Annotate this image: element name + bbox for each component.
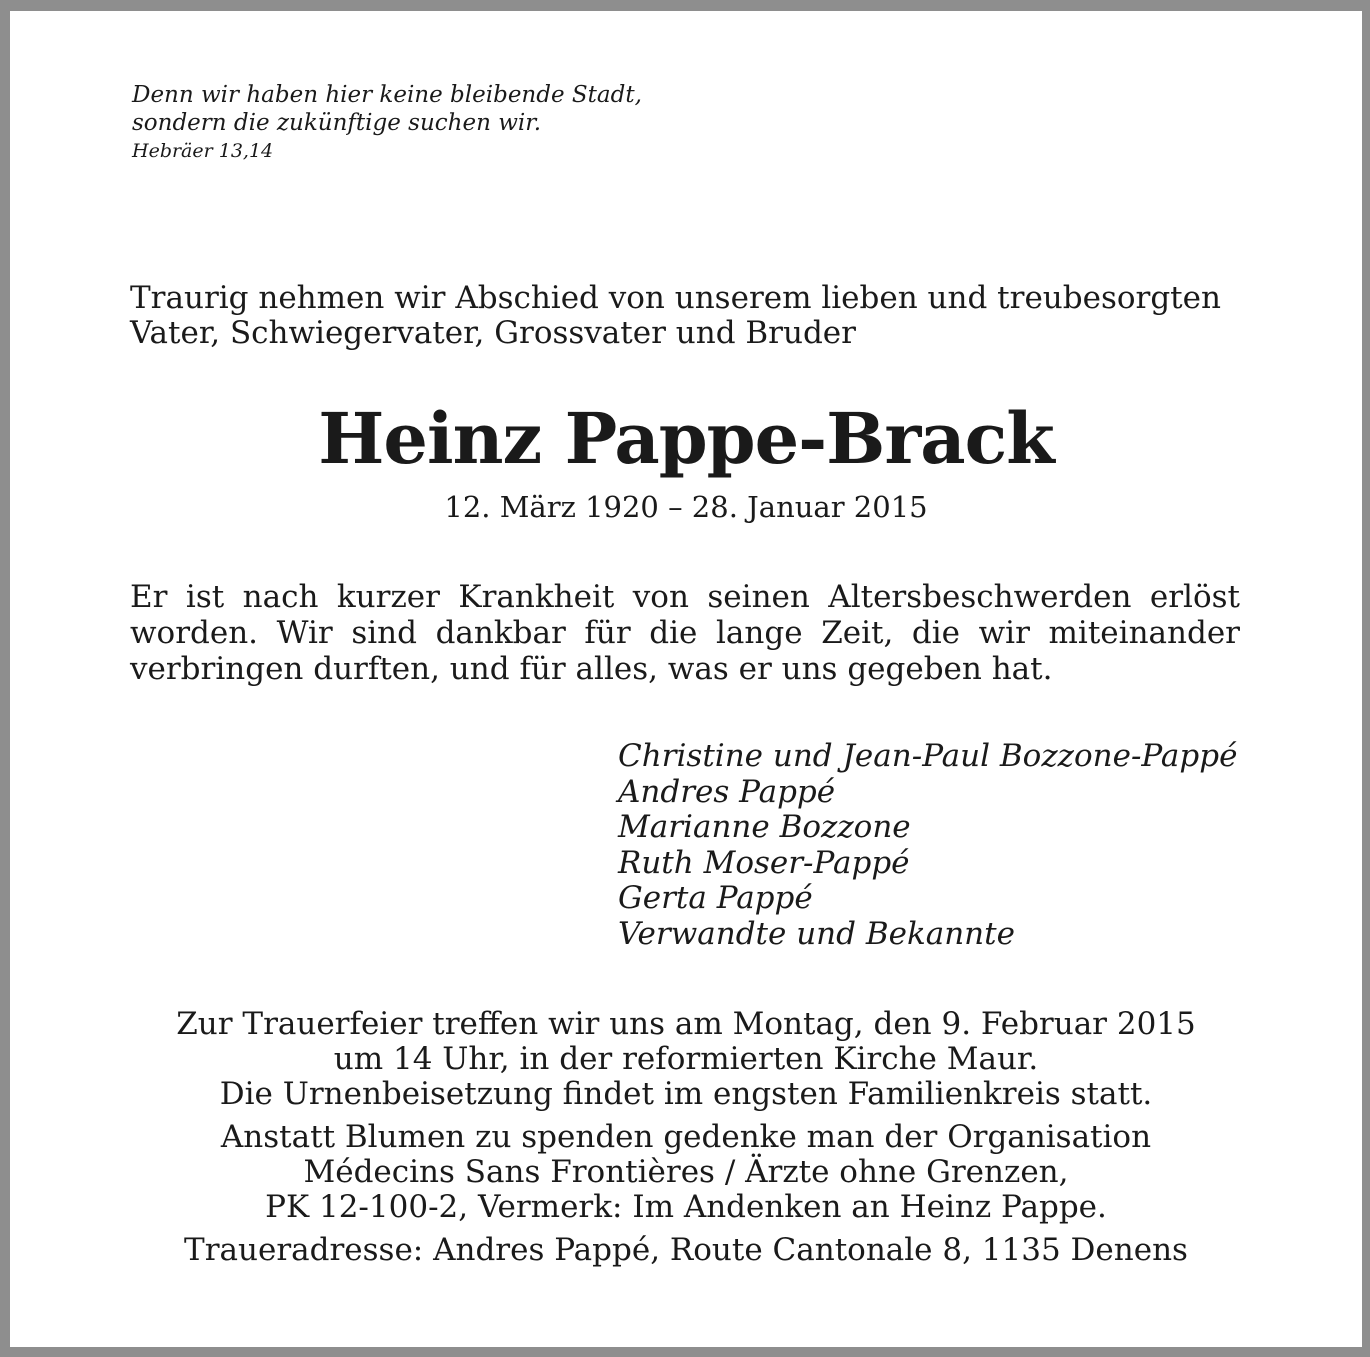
message-paragraph: Er ist nach kurzer Krankheit von seinen Altersbeschwerden erlöst worden. Wir sind dankbar für die lange Zeit, die wir miteinander verbringen durften, und für alles, was er uns gegeben hat. (130, 579, 1240, 687)
mourner: Marianne Bozzone (618, 809, 911, 845)
bible-quote (132, 81, 642, 165)
mourner: Verwandte und Bekannte (618, 915, 1015, 952)
mourner: Gerta Pappé (618, 880, 813, 916)
intro-line-2: Vater, Schwiegervater, Grossvater und Bruder (130, 315, 856, 351)
ceremony-info (10, 1007, 1362, 1112)
mourners-list (618, 739, 1237, 952)
mourning-address: Traueradresse: Andres Pappé, Route Cantonale 8, 1135 Denens (184, 1232, 1188, 1268)
donation-line-3: PK 12-100-2, Vermerk: Im Andenken an Heinz Pappe. (265, 1189, 1107, 1225)
donation-line-1: Anstatt Blumen zu spenden gedenke man der Organisation (220, 1119, 1152, 1155)
mourner: Andres Pappé (618, 773, 836, 810)
intro-line-1: Traurig nehmen wir Abschied von unserem lieben und treubesorgten (130, 280, 1221, 316)
quote-line-2: sondern die zukünftige suchen wir. (132, 110, 542, 136)
mourner: Ruth Moser-Pappé (618, 844, 910, 881)
quote-line-1: Denn wir haben hier keine bleibende Stadt, (132, 82, 642, 108)
ceremony-line-2: um 14 Uhr, in der reformierten Kirche Maur. (333, 1041, 1039, 1077)
obituary-page (10, 11, 1362, 1347)
donation-info (10, 1120, 1362, 1225)
ceremony-line-3: Die Urnenbeisetzung findet im engsten Familienkreis statt. (219, 1076, 1153, 1112)
ceremony-line-1: Zur Trauerfeier treffen wir uns am Montag, den 9. Februar 2015 (176, 1006, 1196, 1042)
deceased-name: Heinz Pappe-Brack (318, 397, 1054, 480)
quote-reference: Hebräer 13,14 (132, 140, 274, 162)
life-dates: 12. März 1920 – 28. Januar 2015 (444, 490, 928, 524)
intro-text (130, 281, 1240, 351)
funeral-details (10, 1007, 1362, 1268)
mourner: Christine und Jean-Paul Bozzone-Pappé (618, 738, 1238, 774)
donation-line-2: Médecins Sans Frontières / Ärzte ohne Grenzen, (303, 1154, 1069, 1190)
